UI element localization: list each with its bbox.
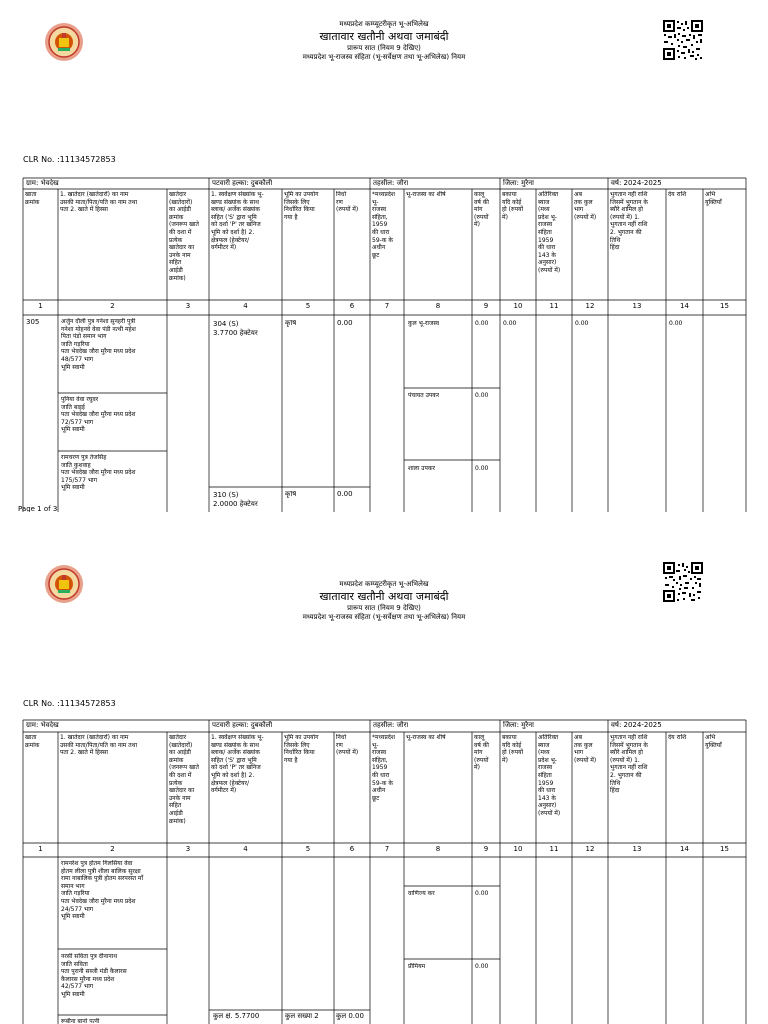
patwari-label: पटवारी हल्का: दुबकौली — [212, 721, 273, 729]
col-header-11: अतिरिक्त ब्याज (मध्य प्रदेश भू- राजस्व संहिता 1959 की धारा 143 के अनुसार) (रुपयों में) — [538, 191, 561, 274]
col-number: 6 — [349, 846, 355, 853]
col-header-7: *मध्यप्रदेश भू- राजस्व संहिता, 1959 की धारा 59-क के अधीन छूट — [372, 191, 396, 259]
revenue-head-value: 0.00 — [475, 890, 489, 897]
col-number: 7 — [384, 846, 390, 853]
revenue-head-value: 0.00 — [475, 963, 489, 970]
col-header-12: अब तक कुल भाग (रुपयों में) — [574, 191, 597, 221]
total-area: कुल क्षे. 5.7700 — [213, 1013, 260, 1020]
revenue-head-value: 0.00 — [475, 465, 489, 472]
survey-entry: 304 (S) 3.7700 हेक्टेयर — [213, 320, 258, 337]
col-header-14: देय राशि — [668, 191, 687, 198]
revenue-head-label: वाणिज्य कर — [408, 890, 435, 897]
col-header-8: भू-राजस्व का शीर्ष — [406, 734, 446, 741]
col-number: 10 — [513, 846, 523, 853]
col-number: 8 — [435, 303, 441, 310]
col-number: 2 — [110, 846, 115, 853]
total-paid-value: 0.00 — [575, 320, 589, 327]
arrears-value: 0.00 — [503, 320, 517, 327]
col-header-1: खाता क्रमांक — [25, 191, 40, 206]
header-line-3: प्रारूप सात (नियम 9 देखिए) — [347, 604, 421, 612]
village-label: ग्राम: भेवदेख — [26, 721, 59, 729]
land-use: कृषि — [285, 491, 297, 498]
col-header-14: देय राशि — [668, 734, 687, 741]
col-number: 3 — [185, 846, 191, 853]
col-header-10: बकाया यदि कोई हो (रुपयों में) — [502, 191, 524, 221]
col-header-11: अतिरिक्त ब्याज (मध्य प्रदेश भू- राजस्व संहिता 1959 की धारा 143 के अनुसार) (रुपयों में) — [538, 734, 561, 817]
col-number: 11 — [549, 846, 559, 853]
col-header-5: भूमि का उपयोग जिसके लिए निर्धारित किया गया है — [284, 191, 319, 221]
year-label: वर्ष: 2024-2025 — [611, 721, 662, 729]
khata-number: 305 — [26, 319, 40, 326]
col-number: 15 — [720, 303, 729, 310]
owner-block: रामचरण पुत्र तेजसिंह जाति कुशवाह पता भेवदेख जौरा मुरैना मध्य प्रदेश 175/577 भाग भूमि स्वामी — [61, 454, 136, 492]
col-number: 12 — [585, 303, 595, 310]
col-number: 9 — [483, 303, 489, 310]
header-line-3: प्रारूप सात (नियम 9 देखिए) — [347, 44, 421, 52]
col-number: 14 — [680, 303, 689, 310]
col-number: 1 — [38, 846, 43, 853]
header-line-4: मध्यप्रदेश भू-राजस्व संहिता (भू-सर्वेक्षण तथा भू-अभिलेख) नियम — [302, 53, 466, 61]
col-header-3: खातेदार (खातेदारों) का आईडी क्रमांक (जनरूप खाते की दशा में प्रत्येक खातेदार का उनके नाम सहित आईडी क्रमांक) — [169, 734, 199, 825]
col-header-2: 1. खातेदार (खातेदारों) का नाम उसकी माता/पिता/पति का नाम तथा पता 2. खाते में हिस्सा — [60, 734, 138, 757]
col-number: 5 — [305, 303, 311, 310]
col-header-13: भुगतान नहीं राशि जिसमें भुगतान के ब्यौरे शामिल हो (रुपयों में) 1. भुगतान नहीं राशि 2. भुगतान की तिथि हिंदा — [610, 734, 648, 795]
header-line-1: मध्यप्रदेश कम्प्यूटरीकृत भू-अभिलेख — [339, 20, 429, 28]
col-header-6: निर्धा रण (रुपयों में) — [336, 191, 359, 214]
year-label: वर्ष: 2024-2025 — [611, 179, 662, 187]
assessment-amount: 0.00 — [337, 320, 353, 327]
col-header-10: बकाया यदि कोई हो (रुपयों में) — [502, 734, 524, 764]
header-line-4: मध्यप्रदेश भू-राजस्व संहिता (भू-सर्वेक्षण तथा भू-अभिलेख) नियम — [302, 613, 466, 621]
col-number: 14 — [680, 846, 689, 853]
col-number: 11 — [549, 303, 559, 310]
district-label: जिला: मुरैना — [503, 179, 534, 187]
page-2 — [0, 540, 768, 1024]
col-header-9: कालू वर्ष की मांग (रुपयों में) — [474, 191, 489, 229]
payable-value: 0.00 — [669, 320, 683, 327]
owner-block: अर्जुन दौली पुत्र गनेशा सुनहरी पुत्री गनेशा मोहनवे वेवा पंडी नत्थी महेश पिता पंडो समान भाग जाति गड़रिया पता भेवदेख जौरा मुरैना मध्य प्रदेश 48/577 भाग भूमि स्वामी — [61, 318, 136, 371]
col-header-4: 1. स्वर्वेक्षण संख्यांक भू- खण्ड संख्यांक के साथ ब्लाक/ अर्जेक संख्यांक सहित ('S' द्वारा भूमि को दर्शा 'P' तर खनिज भूमि को दर्शा है) 2. क्षेत्रफल (हेक्टेयर/ वर्गमीटर में) — [211, 734, 264, 795]
col-header-13: भुगतान नहीं राशि जिसमें भुगतान के ब्यौरे शामिल हो (रुपयों में) 1. भुगतान नहीं राशि 2. भुगतान की तिथि हिंदा — [610, 191, 648, 252]
col-header-1: खाता क्रमांक — [25, 734, 40, 749]
village-label: ग्राम: भेवदेख — [26, 179, 59, 187]
total-count: कुल संख्या 2 — [285, 1013, 319, 1020]
col-number: 12 — [585, 846, 595, 853]
clr-number: CLR No. :11134572853 — [23, 699, 116, 708]
col-number: 4 — [243, 846, 248, 853]
col-header-7: *मध्यप्रदेश भू- राजस्व संहिता, 1959 की धारा 59-क के अधीन छूट — [372, 734, 396, 802]
clr-number: CLR No. :11134572853 — [23, 155, 116, 164]
revenue-head-label: कुल भू-राजस्व — [408, 320, 440, 327]
document-title: खातावार खतौनी अथवा जमाबंदी — [319, 590, 449, 603]
col-number: 1 — [38, 303, 43, 310]
col-header-6: निर्धा रण (रुपयों में) — [336, 734, 359, 757]
col-number: 8 — [435, 846, 441, 853]
col-number: 15 — [720, 846, 729, 853]
document-title: खातावार खतौनी अथवा जमाबंदी — [319, 30, 449, 43]
col-number: 3 — [185, 303, 191, 310]
col-header-8: भू-राजस्व का शीर्ष — [406, 191, 446, 198]
col-header-9: कालू वर्ष की मांग (रुपयों में) — [474, 734, 489, 772]
col-number: 4 — [243, 303, 248, 310]
assessment-amount: 0.00 — [337, 491, 353, 498]
col-header-4: 1. स्वर्वेक्षण संख्यांक भू- खण्ड संख्यांक के साथ ब्लाक/ अर्जेक संख्यांक सहित ('S' द्वारा भूमि को दर्शा 'P' तर खनिज भूमि को दर्शा है) 2. क्षेत्रफल (हेक्टेयर/ वर्गमीटर में) — [211, 191, 264, 252]
col-number: 9 — [483, 846, 489, 853]
col-header-15: अभि युक्तियाँ — [705, 191, 722, 206]
col-number: 2 — [110, 303, 115, 310]
tehsil-label: तहसील: जौरा — [373, 179, 409, 187]
tehsil-label: तहसील: जौरा — [373, 721, 409, 729]
owner-block: रूबीना बानो पत्नी — [61, 1018, 100, 1024]
total-amount: कुल 0.00 — [336, 1013, 364, 1020]
land-use: कृषि — [285, 320, 297, 327]
col-header-2: 1. खातेदार (खातेदारों) का नाम उसकी माता/पिता/पति का नाम तथा पता 2. खाते में हिस्सा — [60, 191, 138, 214]
header-line-1: मध्यप्रदेश कम्प्यूटरीकृत भू-अभिलेख — [339, 580, 429, 588]
survey-entry: 310 (S) 2.0000 हेक्टेयर — [213, 491, 258, 508]
page-footer: Page 1 of 3 — [18, 505, 58, 512]
col-number: 7 — [384, 303, 390, 310]
district-label: जिला: मुरैना — [503, 721, 534, 729]
owner-block: रामनरेश पुत्र होतम गिलसिया वेवा होतम लीला पुत्री शीला बालिक सुरक्षा रामा नाबालिक पुत्री होतम सरपरस्त माँ समान भाग जाति गड़रिया पता भेवदेख जौरा मुरैना मध्य प्रदेश 24/577 भाग भूमि स्वामी — [61, 860, 144, 921]
revenue-head-label: प्रीमियम — [408, 963, 426, 970]
col-header-12: अब तक कुल भाग (रुपयों में) — [574, 734, 597, 764]
col-number: 5 — [305, 846, 311, 853]
revenue-head-label: पंचायत उपकर — [408, 392, 440, 399]
col-number: 6 — [349, 303, 355, 310]
patwari-label: पटवारी हल्का: दुबकौली — [212, 179, 273, 187]
col-header-15: अभि युक्तियाँ — [705, 734, 722, 749]
col-number: 13 — [632, 846, 642, 853]
revenue-head-value: 0.00 — [475, 320, 489, 327]
col-header-5: भूमि का उपयोग जिसके लिए निर्धारित किया गया है — [284, 734, 319, 764]
owner-block: नरसी सविता पुत्र दीनानाथ जाति सविता पता पुरानी सब्जी मंडी कैलारस कैलारस मुरैना मध्य प्रदेश 42/577 भाग भूमि स्वामी — [61, 953, 127, 998]
owner-block: पुनिया वेवा रघुवर जाति बाइई पता भेवदेख जौरा मुरैना मध्य प्रदेश 72/577 भाग भूमि स्वामी — [61, 396, 136, 434]
col-header-3: खातेदार (खातेदारों) का आईडी क्रमांक (जनरूप खाते की दशा में प्रत्येक खातेदार का उनके नाम सहित आईडी क्रमांक) — [169, 191, 199, 282]
revenue-head-value: 0.00 — [475, 392, 489, 399]
col-number: 10 — [513, 303, 523, 310]
col-number: 13 — [632, 303, 642, 310]
revenue-head-label: शाला उपकर — [408, 465, 435, 472]
